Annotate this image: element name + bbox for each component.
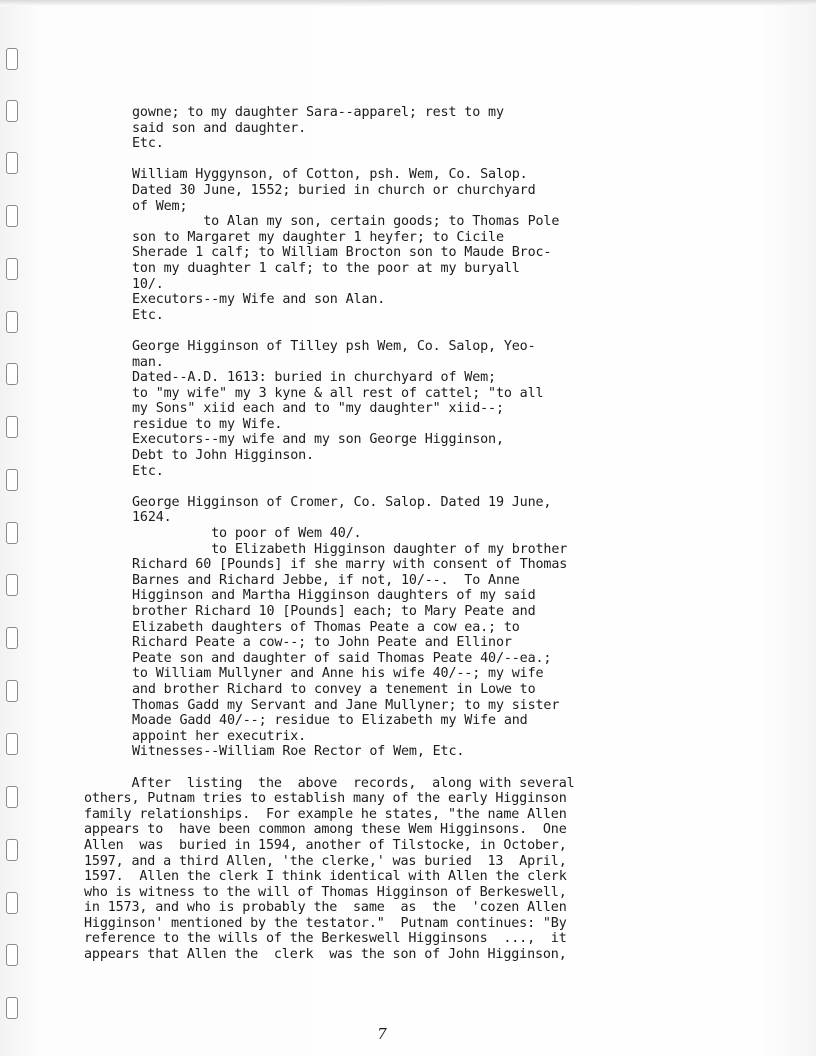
blank-line [84, 760, 694, 776]
binder-hole [6, 152, 18, 174]
record-line: Elizabeth daughters of Thomas Peate a cow ea.; to [132, 619, 520, 635]
binder-hole [6, 733, 18, 755]
record-line: to William Mullyner and Anne his wife 40/--; my wife [132, 666, 544, 682]
binder-hole [6, 469, 18, 491]
binder-hole [6, 627, 18, 649]
record-line: Richard 60 [Pounds] if she marry with consent of Thomas [132, 557, 568, 573]
record-line: Dated 30 June, 1552; buried in church or churchyard [132, 182, 536, 198]
record-line: Barnes and Richard Jebbe, if not, 10/--. To Anne [132, 572, 520, 588]
binder-hole [6, 786, 18, 808]
paragraph-line: After listing the above records, along with several [84, 775, 575, 791]
paragraph-line: reference to the wills of the Berkeswell Higginsons ..., it [84, 931, 567, 947]
record-line: Etc. [132, 307, 164, 323]
binder-hole [6, 944, 18, 966]
blank-line [84, 323, 694, 339]
record-line: son to Margaret my daughter 1 heyfer; to Cicile [132, 229, 504, 245]
paragraph-line: appears that Allen the clerk was the son of John Higginson, [84, 947, 567, 963]
binder-hole [6, 839, 18, 861]
paragraph-line: in 1573, and who is probably the same as the 'cozen Allen [84, 900, 567, 916]
paragraph-line: Allen was buried in 1594, another of Tilstocke, in October, [84, 837, 567, 853]
binder-hole [6, 311, 18, 333]
record-line: to Elizabeth Higginson daughter of my brother [132, 541, 568, 557]
record-line: my Sons" xiid each and to "my daughter" xiid--; [132, 401, 504, 417]
record-line: William Hyggynson, of Cotton, psh. Wem, Co. Salop. [132, 167, 528, 183]
binder-hole [6, 258, 18, 280]
binder-hole [6, 892, 18, 914]
record-line: and brother Richard to convey a tenement in Lowe to [132, 681, 536, 697]
record-line: said son and daughter. [132, 120, 307, 136]
paragraph-line: Higginson' mentioned by the testator." Putnam continues: "By [84, 915, 567, 931]
page-number: 7 [377, 1025, 387, 1043]
record-line: George Higginson of Cromer, Co. Salop. Dated 19 June, [132, 494, 552, 510]
record-line: man. [132, 354, 164, 370]
blank-line [84, 479, 694, 495]
binder-hole [6, 522, 18, 544]
binder-hole [6, 205, 18, 227]
record-line: to poor of Wem 40/. [132, 526, 362, 542]
record-line: to "my wife" my 3 kyne & all rest of cattel; "to all [132, 385, 544, 401]
record-line: of Wem; [132, 198, 188, 214]
record-line: Etc. [132, 463, 164, 479]
blank-line [84, 152, 694, 168]
record-line: Sherade 1 calf; to William Brocton son to Maude Broc- [132, 245, 552, 261]
paragraph-line: who is witness to the will of Thomas Higginson of Berkeswell, [84, 884, 567, 900]
record-line: appoint her executrix. [132, 728, 307, 744]
document-text [84, 105, 694, 963]
record-line: Etc. [132, 136, 164, 152]
binder-hole [6, 680, 18, 702]
binder-hole [6, 997, 18, 1019]
record-line: Executors--my Wife and son Alan. [132, 292, 386, 308]
record-line: Peate son and daughter of said Thomas Peate 40/--ea.; [132, 650, 552, 666]
binder-hole [6, 574, 18, 596]
record-line: brother Richard 10 [Pounds] each; to Mary Peate and [132, 604, 536, 619]
record-line: gowne; to my daughter Sara--apparel; rest to my [132, 105, 504, 120]
record-line: residue to my Wife. [132, 416, 283, 432]
record-line: Debt to John Higginson. [132, 448, 314, 464]
record-line: ton my duaghter 1 calf; to the poor at my buryall [132, 260, 520, 276]
binder-hole [6, 416, 18, 438]
paragraph-line: family relationships. For example he states, "the name Allen [84, 806, 567, 822]
paragraph-line: others, Putnam tries to establish many of the early Higginson [84, 791, 567, 807]
record-line: Executors--my wife and my son George Higginson, [132, 432, 504, 448]
record-line: 1624. [132, 510, 172, 526]
page-top-edge [0, 0, 816, 6]
binder-hole [6, 100, 18, 122]
paragraph-line: appears to have been common among these Wem Higginsons. One [84, 822, 567, 838]
record-line: Moade Gadd 40/--; residue to Elizabeth my Wife and [132, 713, 528, 729]
paragraph-line: 1597. Allen the clerk I think identical with Allen the clerk [84, 869, 567, 885]
record-line: Witnesses--William Roe Rector of Wem, Etc. [132, 744, 465, 760]
record-line: to Alan my son, certain goods; to Thomas Pole [132, 214, 560, 230]
record-line: Higginson and Martha Higginson daughters of my said [132, 588, 536, 604]
record-line: Thomas Gadd my Servant and Jane Mullyner; to my sister [132, 697, 560, 713]
record-line: Richard Peate a cow--; to John Peate and Ellinor [132, 635, 512, 651]
binder-hole [6, 363, 18, 385]
binder-hole [6, 48, 18, 70]
paragraph-line: 1597, and a third Allen, 'the clerke,' was buried 13 April, [84, 853, 567, 869]
record-line: George Higginson of Tilley psh Wem, Co. Salop, Yeo- [132, 338, 536, 354]
record-line: Dated--A.D. 1613: buried in churchyard of Wem; [132, 370, 496, 386]
record-line: 10/. [132, 276, 164, 292]
